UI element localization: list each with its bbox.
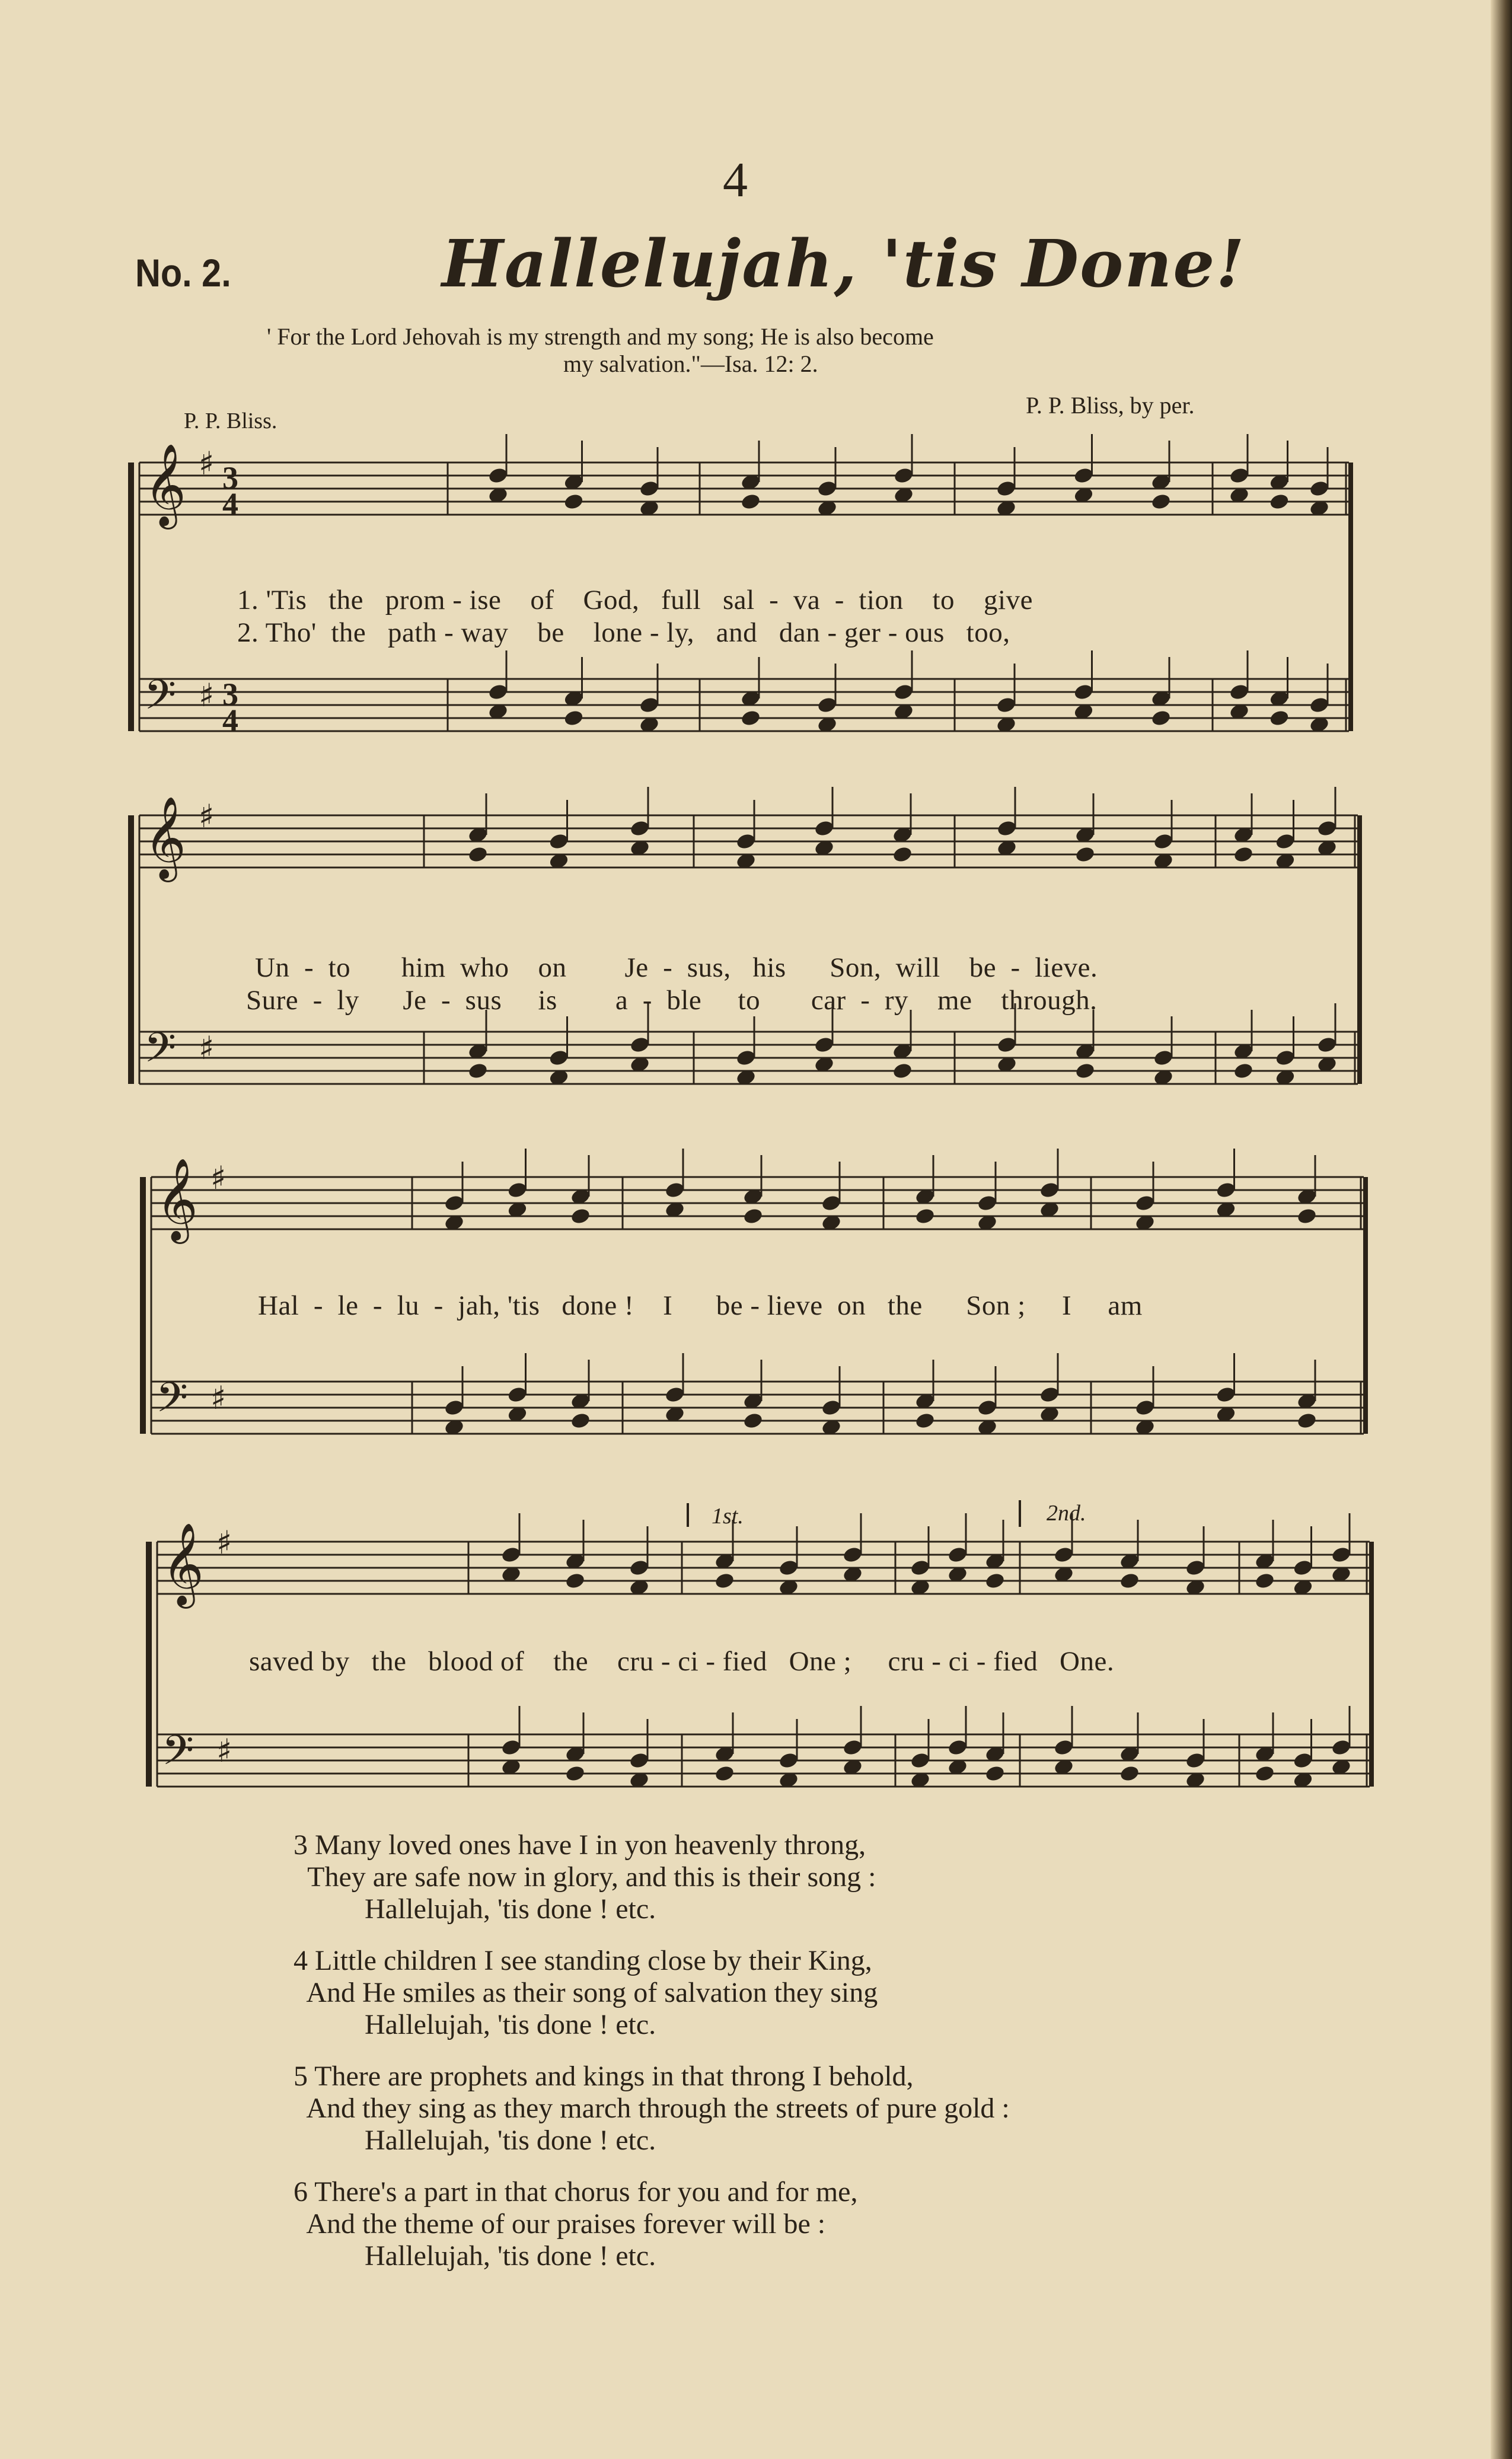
- stanza-line: Many loved ones have I in yon heavenly throng,: [315, 1829, 866, 1861]
- stanza-refrain: Hallelujah, 'tis done ! etc.: [365, 2009, 656, 2040]
- note-head: [564, 1572, 586, 1590]
- note-head: [984, 1765, 1006, 1783]
- stanza-3: [294, 1829, 876, 1925]
- note-head: [740, 493, 761, 511]
- note-head: [570, 1412, 591, 1430]
- key-sharp: ♯: [199, 677, 215, 714]
- note-head: [563, 709, 585, 728]
- stanza-5: [294, 2061, 1010, 2157]
- note-head: [1269, 709, 1290, 728]
- note-head: [892, 846, 913, 864]
- note-head: [892, 1062, 913, 1080]
- stanza-line: Little children I see standing close by their King,: [315, 1945, 872, 1976]
- note-head: [564, 1765, 586, 1783]
- stanza-line: And they sing as they march through the streets of pure gold :: [306, 2093, 1010, 2124]
- stanza-refrain: Hallelujah, 'tis done ! etc.: [365, 1893, 656, 1925]
- note-head: [570, 1207, 591, 1226]
- note-head: [1269, 493, 1290, 511]
- lyrics-verse-2-line-1: 2. Tho' the path - way be lone - ly, and dan - ger - ous too,: [237, 617, 1010, 648]
- note-head: [914, 1412, 936, 1430]
- note-head: [467, 846, 489, 864]
- lyrics-verse-1-line-2: Un - to him who on Je - sus, his Son, will be - lieve.: [255, 952, 1098, 983]
- epigraph-line-2: my salvation."—Isa. 12: 2.: [563, 350, 818, 377]
- stanza-4: [294, 1945, 878, 2041]
- note-head: [1254, 1572, 1275, 1590]
- note-head: [1150, 493, 1172, 511]
- lyrics-chorus-line-1: Hal - le - lu - jah, 'tis done ! I be - lieve on the Son ; I am: [258, 1290, 1143, 1321]
- stanza-line: And He smiles as their song of salvation they sing: [306, 1977, 878, 2008]
- stanza-number: 4: [294, 1945, 308, 1976]
- note-head: [914, 1207, 936, 1226]
- stanza-line: And the theme of our praises forever will be :: [306, 2208, 826, 2240]
- stanza-number: 3: [294, 1829, 308, 1861]
- lyrics-verse-1-line-1: 1. 'Tis the prom - ise of God, full sal - va - tion to give: [237, 585, 1033, 615]
- note-head: [1074, 1062, 1096, 1080]
- treble-clef: 𝄞: [156, 1158, 198, 1240]
- note-head: [1119, 1765, 1140, 1783]
- page-number: 4: [723, 152, 748, 208]
- note-head: [1150, 709, 1172, 728]
- note-head: [467, 1062, 489, 1080]
- key-sharp: ♯: [199, 445, 215, 482]
- stanza-line: They are safe now in glory, and this is their song :: [307, 1861, 876, 1893]
- note-head: [1254, 1765, 1275, 1783]
- key-sharp: ♯: [199, 798, 215, 835]
- note-head: [984, 1572, 1006, 1590]
- note-head: [1074, 846, 1096, 864]
- treble-clef: 𝄞: [144, 444, 186, 526]
- epigraph-line-1: ' For the Lord Jehovah is my strength and my song; He is also become: [267, 323, 934, 350]
- time-signature-bottom: 4: [222, 703, 238, 738]
- first-ending-label: 1st.: [712, 1504, 744, 1529]
- note-head: [740, 709, 761, 728]
- bass-clef: 𝄢: [144, 1023, 177, 1082]
- stanza-line: There are prophets and kings in that throng I behold,: [314, 2061, 914, 2092]
- note-head: [1233, 846, 1254, 864]
- note-head: [563, 493, 585, 511]
- lyrics-verse-2-line-2: Sure - ly Je - sus is a - ble to car - ry me through.: [246, 985, 1098, 1016]
- time-signature-top: 3: [222, 460, 238, 496]
- note-head: [714, 1765, 735, 1783]
- lyrics-chorus-line-2: saved by the blood of the cru - ci - fied One ; cru - ci - fied One.: [249, 1646, 1115, 1677]
- stanza-6: [294, 2176, 857, 2272]
- stanza-number: 5: [294, 2061, 308, 2092]
- time-signature-bottom: 4: [222, 486, 238, 522]
- note-head: [1233, 1062, 1254, 1080]
- time-signature-top: 3: [222, 677, 238, 712]
- treble-clef: 𝄞: [144, 796, 186, 879]
- stanza-refrain: Hallelujah, 'tis done ! etc.: [365, 2240, 656, 2272]
- words-by: P. P. Bliss.: [184, 409, 277, 433]
- note-head: [742, 1412, 764, 1430]
- stanza-line: There's a part in that chorus for you and for me,: [314, 2176, 858, 2208]
- note-head: [1296, 1412, 1318, 1430]
- note-head: [1119, 1572, 1140, 1590]
- key-sharp: ♯: [216, 1732, 232, 1769]
- second-ending-label: 2nd.: [1047, 1501, 1086, 1526]
- note-head: [714, 1572, 735, 1590]
- bass-clef: 𝄢: [156, 1373, 189, 1431]
- key-sharp: ♯: [210, 1379, 227, 1417]
- key-sharp: ♯: [199, 1029, 215, 1067]
- stanza-number: 6: [294, 2176, 308, 2208]
- bass-clef: 𝄢: [144, 671, 177, 729]
- key-sharp: ♯: [210, 1159, 227, 1197]
- note-head: [1296, 1207, 1318, 1226]
- note-head: [742, 1207, 764, 1226]
- music-by: P. P. Bliss, by per.: [1026, 392, 1195, 419]
- bass-clef: 𝄢: [162, 1726, 194, 1784]
- hymn-title: Hallelujah, 'tis Done!: [442, 225, 1246, 302]
- key-sharp: ♯: [216, 1524, 232, 1561]
- stanza-refrain: Hallelujah, 'tis done ! etc.: [365, 2125, 656, 2156]
- hymn-number: No. 2.: [135, 251, 231, 295]
- treble-clef: 𝄞: [162, 1523, 204, 1605]
